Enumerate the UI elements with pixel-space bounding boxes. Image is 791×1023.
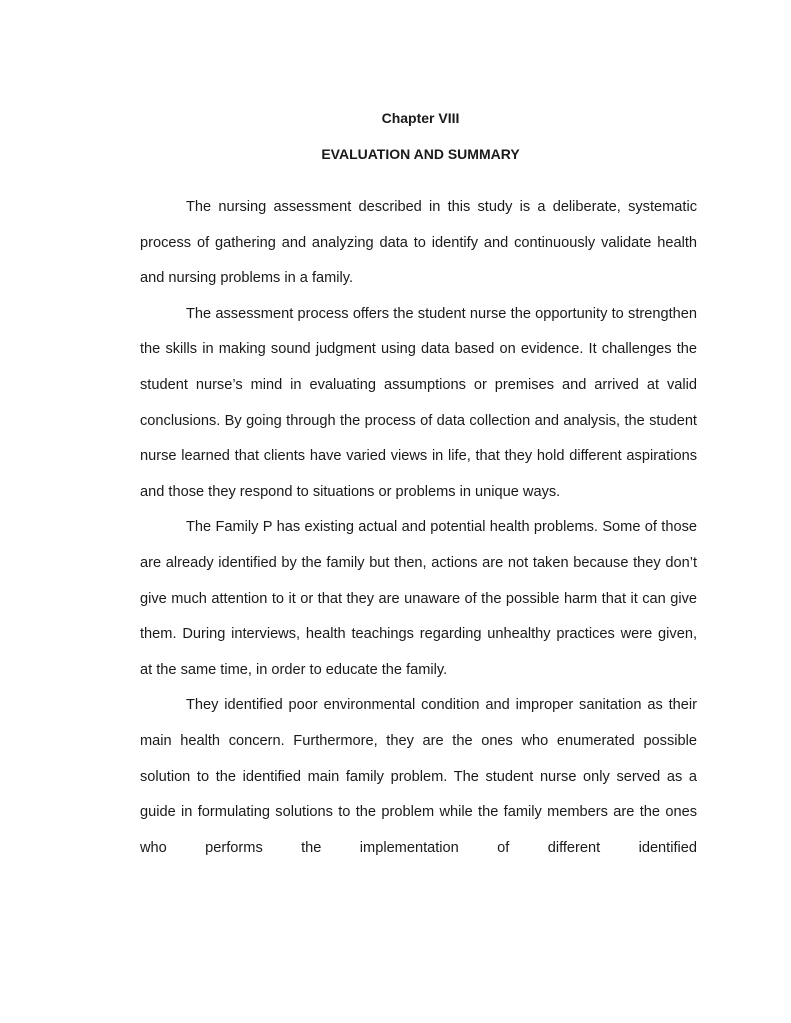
paragraph-family-problems: The Family P has existing actual and potential health problems. Some of those are already identified by the family but then, actions are not taken because they don’t give much attention to it or that they are unaware of the possible harm that it can give them. During interviews, health teachings regarding unhealthy practices were given, at the same time, in order to educate the family. [140,519,697,678]
chapter-label: Chapter VIII [381,110,460,126]
paragraph-health-concern: They identified poor environmental condition and improper sanitation as their main health concern. Furthermore, they are the ones who enumerated possible solution to the identified main family problem. The student nurse only served as a guide in formulating solutions to the problem while the family members are the ones who performs the implementation of different identified [140,697,697,856]
chapter-title: EVALUATION AND SUMMARY [321,146,520,162]
paragraph-assessment-process: The assessment process offers the student nurse the opportunity to strengthen the skills in making sound judgment using data based on evidence. It challenges the student nurse’s mind in evaluating assumptions or premises and arrived at valid conclusions. By going through the process of data collection and analysis, the student nurse learned that clients have varied views in life, that they hold different aspirations and those they respond to situations or problems in unique ways. [140,305,697,500]
paragraph-assessment: The nursing assessment described in this study is a deliberate, systematic process of gathering and analyzing data to identify and continuously validate health and nursing problems in a family. [140,199,697,287]
body-text [140,190,697,866]
